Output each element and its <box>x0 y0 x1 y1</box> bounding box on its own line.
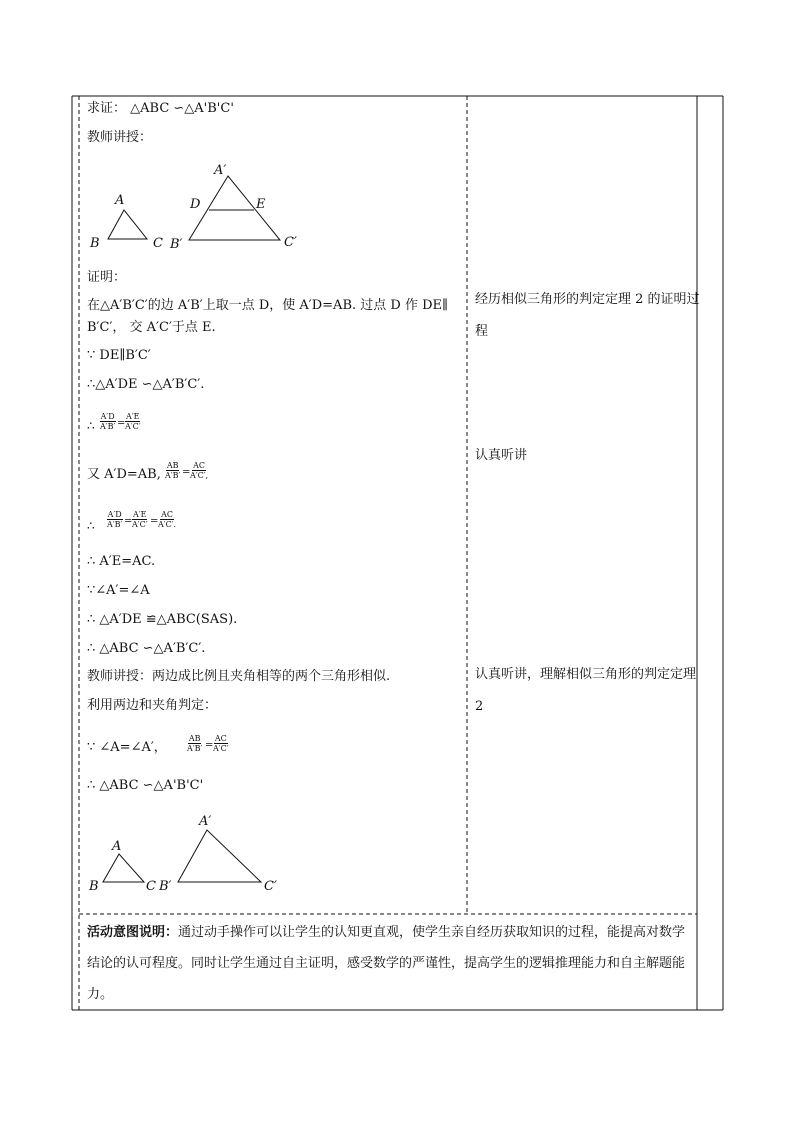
fraction-denominator: A′C′ <box>213 744 229 753</box>
fraction-ac-ac-3 <box>212 734 230 753</box>
equals-sign: = <box>182 467 191 478</box>
fraction-numerator: AC <box>214 734 227 743</box>
fraction-ae-ac-2 <box>131 510 149 529</box>
fraction-numerator: A′D <box>100 412 115 421</box>
fraction-ac-ac <box>189 461 209 480</box>
fraction-ae-ac <box>124 412 142 431</box>
label-b-prime: B′ <box>159 879 172 894</box>
student-activity-1: 经历相似三角形的判定定理 2 的证明过程 <box>475 292 700 339</box>
fraction-ab-ab <box>164 461 181 480</box>
sas-judgement-label: 利用两边和夹角判定： <box>87 698 218 713</box>
label-b: B <box>89 879 99 894</box>
fraction-numerator: AB <box>188 734 201 743</box>
proof-step-11-prefix: ∵ ∠A=∠A′， <box>87 740 167 755</box>
fraction-denominator: A′B′ <box>100 422 116 431</box>
triangle-a-prime-2 <box>178 830 261 882</box>
label-c-prime: C′ <box>264 879 277 894</box>
fraction-denominator: A′C′, <box>190 471 209 480</box>
equals-sign: = <box>124 516 133 527</box>
fraction-denominator: A′B′ <box>165 471 181 480</box>
fraction-numerator: A′D <box>107 510 122 519</box>
label-a: A <box>112 839 122 854</box>
label-a-prime: A′ <box>199 814 212 829</box>
fraction-denominator: A′B′ <box>107 520 123 529</box>
fraction-ab-ab-3 <box>186 734 203 753</box>
activity-intent-label: 活动意图说明： <box>87 925 179 940</box>
activity-intent-text: 通过动手操作可以让学生的认知更直观，使学生亲自经历获取知识的过程，能提高对数学结论的认可程度。同时让学生通过自主证明，感受数学的严谨性，提高学生的逻辑推理能力和自主解题能力。 <box>87 925 686 1002</box>
teacher-lecture-2: 教师讲授：两边成比例且夹角相等的两个三角形相似. <box>87 669 391 684</box>
proof-step-6-prefix: ∴ <box>87 519 95 533</box>
fraction-denominator: A′C′ <box>132 520 148 529</box>
triangle-abc-2 <box>103 854 144 882</box>
proof-step-3: ∴△A′DE ∽△A′B′C′. <box>87 377 205 392</box>
fraction-numerator: A′E <box>126 412 140 421</box>
figure-similar-triangles <box>84 808 304 898</box>
proof-step-5-prefix: 又 A′D=AB, <box>87 467 161 482</box>
student-activity-3: 认真听讲，理解相似三角形的判定定理 2 <box>475 667 697 714</box>
equals-sign: = <box>150 516 159 527</box>
equals-sign: = <box>117 418 126 429</box>
student-activity-2: 认真听讲 <box>475 448 528 463</box>
fraction-ad-ab-2 <box>106 510 123 529</box>
label-a: A <box>115 193 125 208</box>
figure-triangles-with-de <box>84 158 314 253</box>
triangle-a-prime <box>189 176 280 240</box>
label-b-prime: B′ <box>170 237 183 252</box>
proof-step-10: ∴ △ABC ∽△A′B′C′. <box>87 641 206 656</box>
activity-intent-note <box>87 917 697 1010</box>
proof-step-2: ∵ DE∥B′C′ <box>87 348 151 363</box>
prove-statement: 求证： △ABC ∽△A'B'C' <box>87 101 234 116</box>
fraction-numerator: AC <box>161 510 173 519</box>
label-a-prime: A′ <box>214 163 227 178</box>
fraction-numerator: AB <box>166 461 179 470</box>
proof-step-4-prefix: ∴ <box>87 419 95 433</box>
fraction-denominator: A′C′. <box>158 520 177 529</box>
fraction-numerator: A′E <box>133 510 147 519</box>
proof-step-1a: 在△A′B′C′的边 A′B′上取一点 D，使 A′D=AB. 过点 D 作 DE∥ <box>87 298 449 313</box>
fraction-ad-ab <box>99 412 116 431</box>
label-e: E <box>256 197 266 212</box>
proof-label: 证明： <box>87 270 127 285</box>
label-b: B <box>90 236 100 251</box>
teacher-lecture-label: 教师讲授： <box>87 130 153 145</box>
proof-step-8: ∵∠A′=∠A <box>87 583 150 598</box>
proof-step-7: ∴ A′E=AC. <box>87 554 156 569</box>
proof-step-1b: B′C′， 交 A′C′于点 E. <box>87 320 216 335</box>
triangle-abc <box>108 210 147 239</box>
proof-step-12: ∴ △ABC ∽△A'B'C' <box>87 778 204 793</box>
equals-sign: = <box>205 740 214 751</box>
fraction-denominator: A′B′ <box>187 744 203 753</box>
label-d: D <box>190 197 201 212</box>
label-c: C <box>146 879 156 894</box>
fraction-denominator: A′C′ <box>125 422 141 431</box>
proof-step-9: ∴ △A′DE ≌△ABC(SAS). <box>87 612 238 627</box>
label-c-prime: C′ <box>284 235 297 250</box>
label-c: C <box>153 236 163 251</box>
fraction-numerator: AC <box>193 461 205 470</box>
fraction-ac-ac-2 <box>157 510 177 529</box>
